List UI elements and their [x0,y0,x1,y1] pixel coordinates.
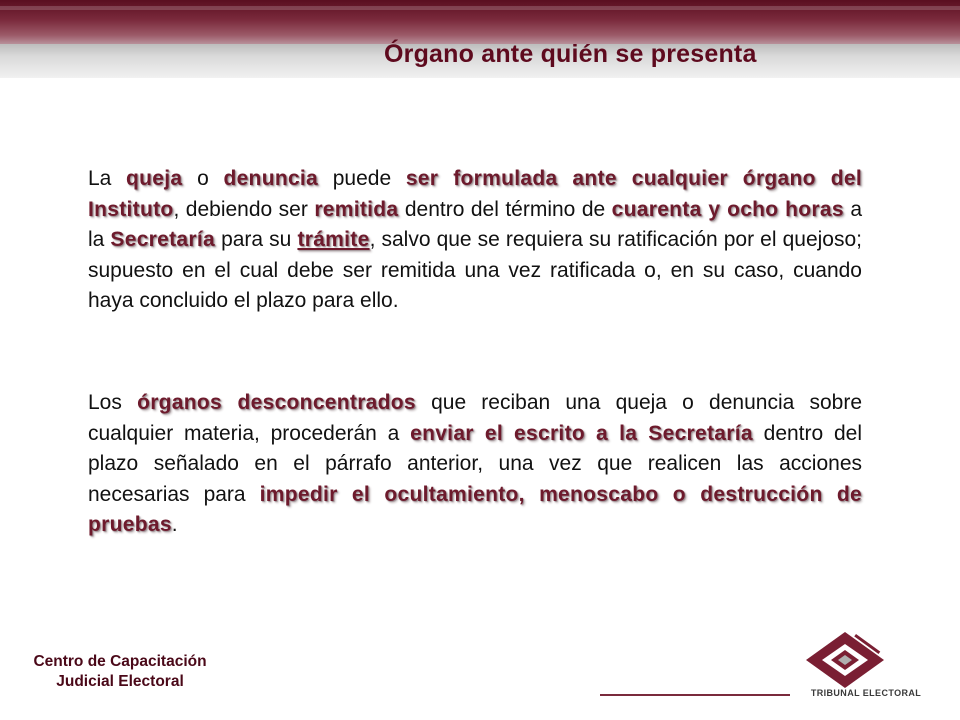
highlight-formulada: ser formulada ante cualquier órgano del Instituto [88,167,862,221]
header-shine [0,6,960,10]
slide-title: Órgano ante quién se presenta [384,40,757,68]
highlight-tramite: trámite [297,228,370,251]
highlight-enviar: enviar el escrito a la Secretaría [410,421,753,445]
text-run: puede [318,167,406,190]
text-run: o [182,167,224,190]
text-run: . [171,513,178,536]
text-run: dentro del término de [398,197,612,221]
text-run: Los [88,391,138,414]
text-run: La [88,167,127,190]
highlight-organos: órganos desconcentrados [137,391,416,414]
highlight-impedir: impedir el ocultamiento, menoscabo o destrucción de pruebas [88,482,862,536]
paragraph-2 [88,388,862,541]
text-run: para su [215,228,298,251]
highlight-secretaria: Secretaría [110,228,215,251]
header-band [0,0,960,44]
footer-org-line1: Centro de Capacitación [33,653,207,670]
text-run: a la [88,197,863,251]
text-run: , salvo que se requiera su ratificación por el quejoso; supuesto en el cual debe ser remitida una vez ratificada o, en su caso, cuando haya concluido el plazo para ello. [88,228,862,312]
highlight-plazo: cuarenta y ocho horas [611,197,844,221]
footer-organization [0,652,240,692]
footer-org-line2: Judicial Electoral [56,673,184,690]
text-run: , debiendo ser [173,197,315,221]
highlight-remitida: remitida [314,197,399,221]
logo-caption: TRIBUNAL ELECTORAL [810,688,922,698]
highlight-denuncia: denuncia [223,167,319,190]
text-run: que reciban una queja o denuncia sobre cualquier materia, procederán a [88,391,863,445]
highlight-queja: queja [126,167,183,190]
footer-divider [600,694,790,696]
tribunal-electoral-logo-icon [800,630,930,710]
paragraph-1 [88,164,862,317]
text-run: dentro del plazo señalado en el párrafo anterior, una vez que realicen las acciones necesarias para [88,421,862,506]
